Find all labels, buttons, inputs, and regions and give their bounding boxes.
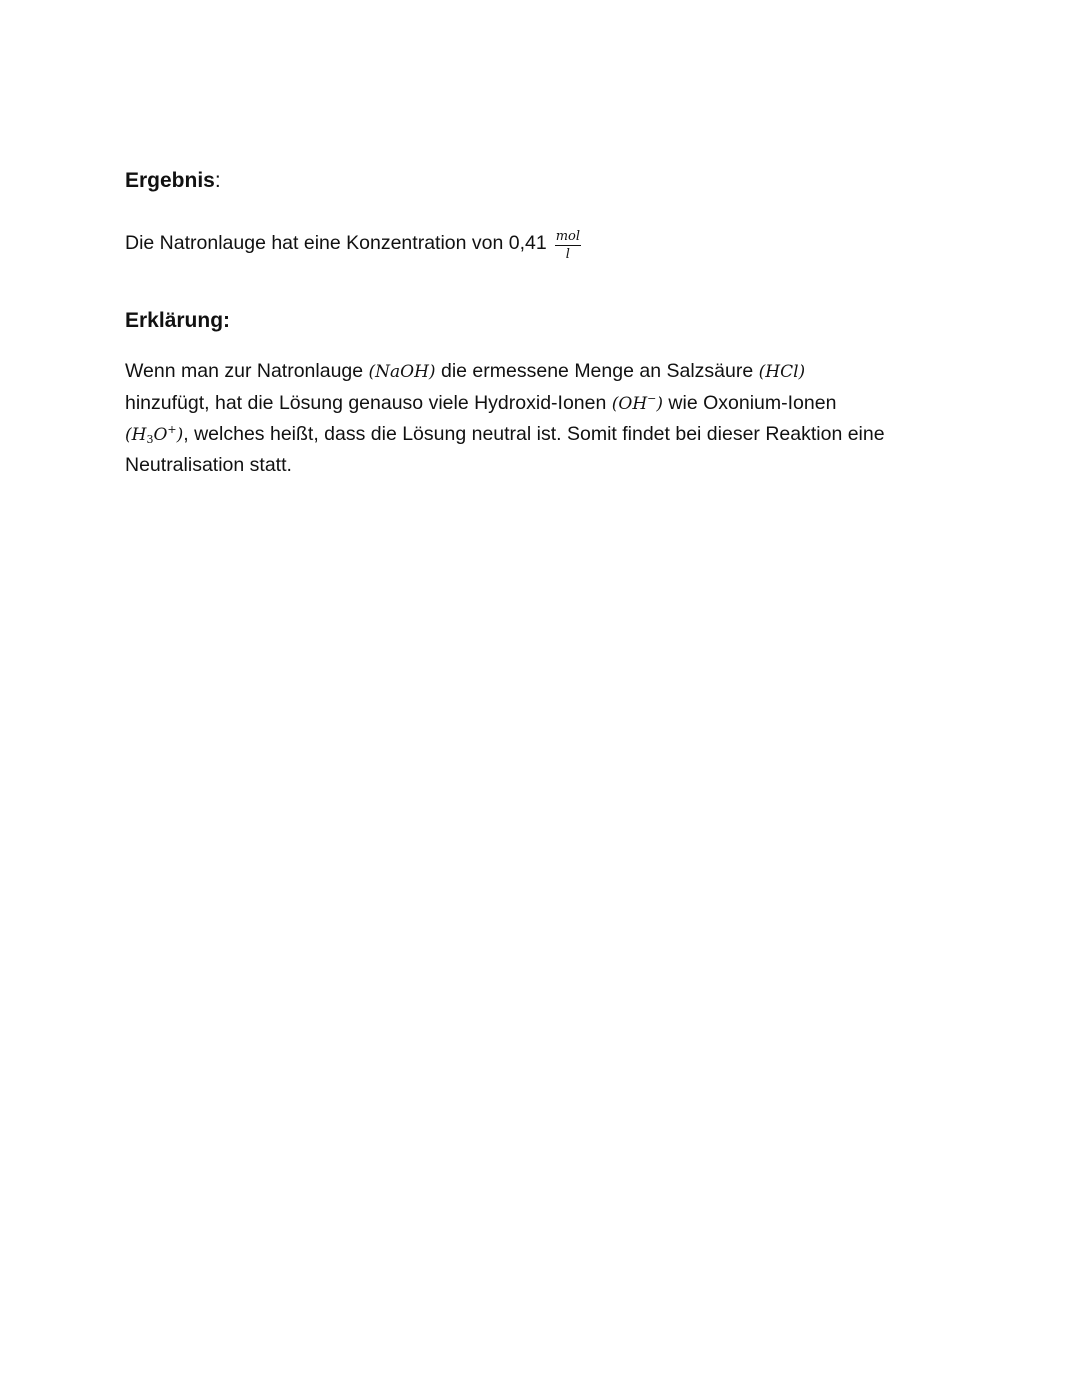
- text-run: die ermessene Menge an Salzsäure: [435, 360, 759, 382]
- result-heading: [125, 170, 221, 191]
- paragraph-line: [125, 417, 975, 453]
- formula-subscript: 3: [146, 433, 154, 446]
- text-run: wie Oxonium-Ionen: [663, 391, 837, 414]
- unit-denominator: l: [565, 247, 570, 262]
- result-statement: [125, 228, 581, 262]
- explanation-paragraph: [125, 359, 975, 478]
- formula-part: ): [656, 393, 664, 414]
- paragraph-line: [125, 359, 975, 386]
- formula-hcl: (HCl): [758, 362, 806, 382]
- formula-naoh: (NaOH): [368, 362, 436, 382]
- formula-part: O: [153, 425, 168, 445]
- unit-numerator: mol: [555, 229, 581, 244]
- result-text: Die Natronlauge hat eine Konzentration von 0,41: [125, 231, 547, 254]
- formula-superscript: +: [167, 423, 177, 436]
- unit-fraction: [555, 230, 581, 261]
- text-run: Wenn man zur Natronlauge: [125, 360, 369, 382]
- text-run: , welches heißt, dass die Lösung neutral ist. Somit findet bei dieser Reaktion eine: [183, 423, 885, 445]
- formula-part: ): [176, 425, 184, 445]
- paragraph-line: Neutralisation statt.: [125, 453, 292, 476]
- text-run: hinzufügt, hat die Lösung genauso viele Hydroxid-Ionen: [125, 391, 612, 414]
- result-heading-text: Ergebnis: [125, 169, 215, 192]
- formula-part: (OH: [611, 393, 648, 414]
- paragraph-line: [125, 386, 975, 418]
- explanation-heading: Erklärung:: [125, 309, 231, 332]
- formula-part: (H: [125, 425, 147, 445]
- formula-h3o: [125, 425, 183, 445]
- formula-oh: [611, 391, 664, 414]
- result-heading-colon: :: [214, 169, 221, 192]
- formula-superscript: −: [647, 391, 657, 405]
